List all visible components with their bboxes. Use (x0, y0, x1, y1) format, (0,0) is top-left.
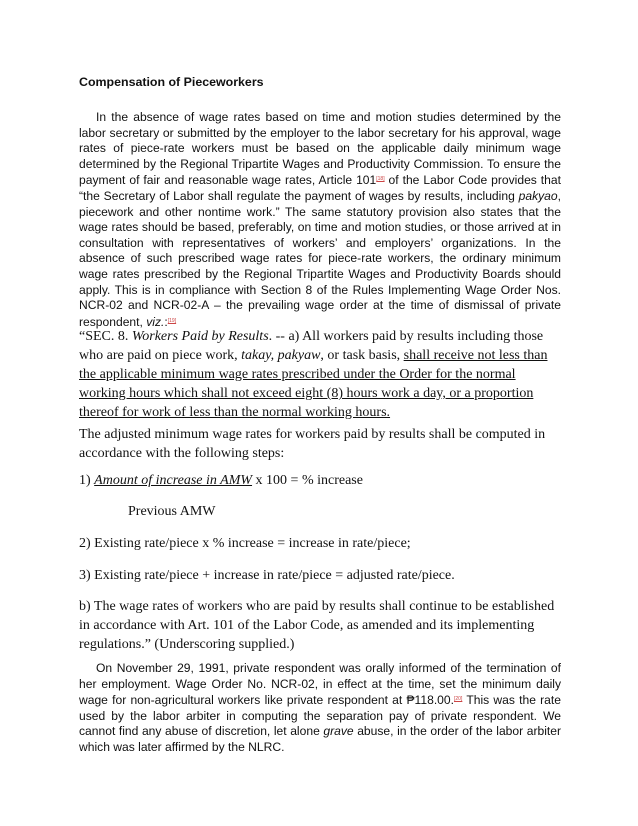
footnote-link-19[interactable]: [19] (167, 317, 177, 324)
step-3: 3) Existing rate/piece + increase in rate/piece = adjusted rate/piece. (79, 568, 455, 583)
section-heading: Compensation of Pieceworkers (79, 75, 264, 89)
paragraph-intro: In the absence of wage rates based on time and motion studies determined by the labor secretary or submitted by the employer to the labor secretary for his approval, wage rates of piece-rate workers must be based on the applicable daily minimum wage determined by the Regional Tripartite Wages and Productivity Commission. To ensure the payment of fair and reasonable wage rates, Article 101[18] of the Labor Code provides that “the Secretary of Labor shall regulate the payment of wages by results, including pakyao, piecework and other nontime work.” The same statutory provision also states that the wage rates should be based, preferably, on time and motion studies, or those arrived at in consultation with representatives of workers’ and employers’ organizations. In the absence of such prescribed wage rates for piece-rate workers, the ordinary minimum wage rates prescribed by the Regional Tripartite Wages and Productivity Boards should apply. This is in compliance with Section 8 of the Rules Implementing Wage Order Nos. NCR-02 and NCR-02-A – the prevailing wage order at the time of dismissal of private respondent, viz.:[19] (79, 110, 561, 329)
paragraph-conclusion: On November 29, 1991, private respondent was orally informed of the termination of her employment. Wage Order No. NCR-02, in effect at the time, set the minimum daily wage for non-agricultural workers like private respondent at ₱118.00.[20] This was the rate used by the labor arbiter in computing the separation pay of private respondent. We cannot find any abuse of discretion, let alone grave abuse, in the order of the labor arbiter which was later affirmed by the NLRC. (79, 661, 561, 754)
footnote-link-18[interactable]: [18] (376, 176, 385, 183)
underscored-text: shall receive not less than the applicable minimum wage rates prescribed under the Order for the normal working hours which shall not exceed eight (8) hours work a day, or a proportion thereof for work of less than the normal working hours. (79, 348, 548, 420)
part-b-paragraph: b) The wage rates of workers who are paid by results shall continue to be established in accordance with Art. 101 of the Labor Code, as amended and its implementing regulations.” (Underscoring supplied.) (79, 599, 555, 652)
adjusted-rates-paragraph: The adjusted minimum wage rates for workers paid by results shall be computed in accordance with the following steps: (79, 427, 546, 461)
step-2: 2) Existing rate/piece x % increase = increase in rate/piece; (79, 536, 411, 551)
formula-numerator: Amount of increase in AMW (94, 473, 253, 488)
section-8-quote: “SEC. 8. Workers Paid by Results. -- a) All workers paid by results including those who are paid on piece work, takay, pakyaw, or task basis, shall receive not less than the applicable minimum wage rates prescribed under the Order for the normal working hours which shall not exceed eight (8) hours work a day, or a proportion thereof for work of less than the normal working hours. (79, 329, 548, 420)
step-1: 1) Amount of increase in AMW x 100 = % increase (79, 473, 363, 488)
formula-denominator: Previous AMW (128, 504, 216, 519)
footnote-link-20[interactable]: [20] (454, 696, 463, 703)
